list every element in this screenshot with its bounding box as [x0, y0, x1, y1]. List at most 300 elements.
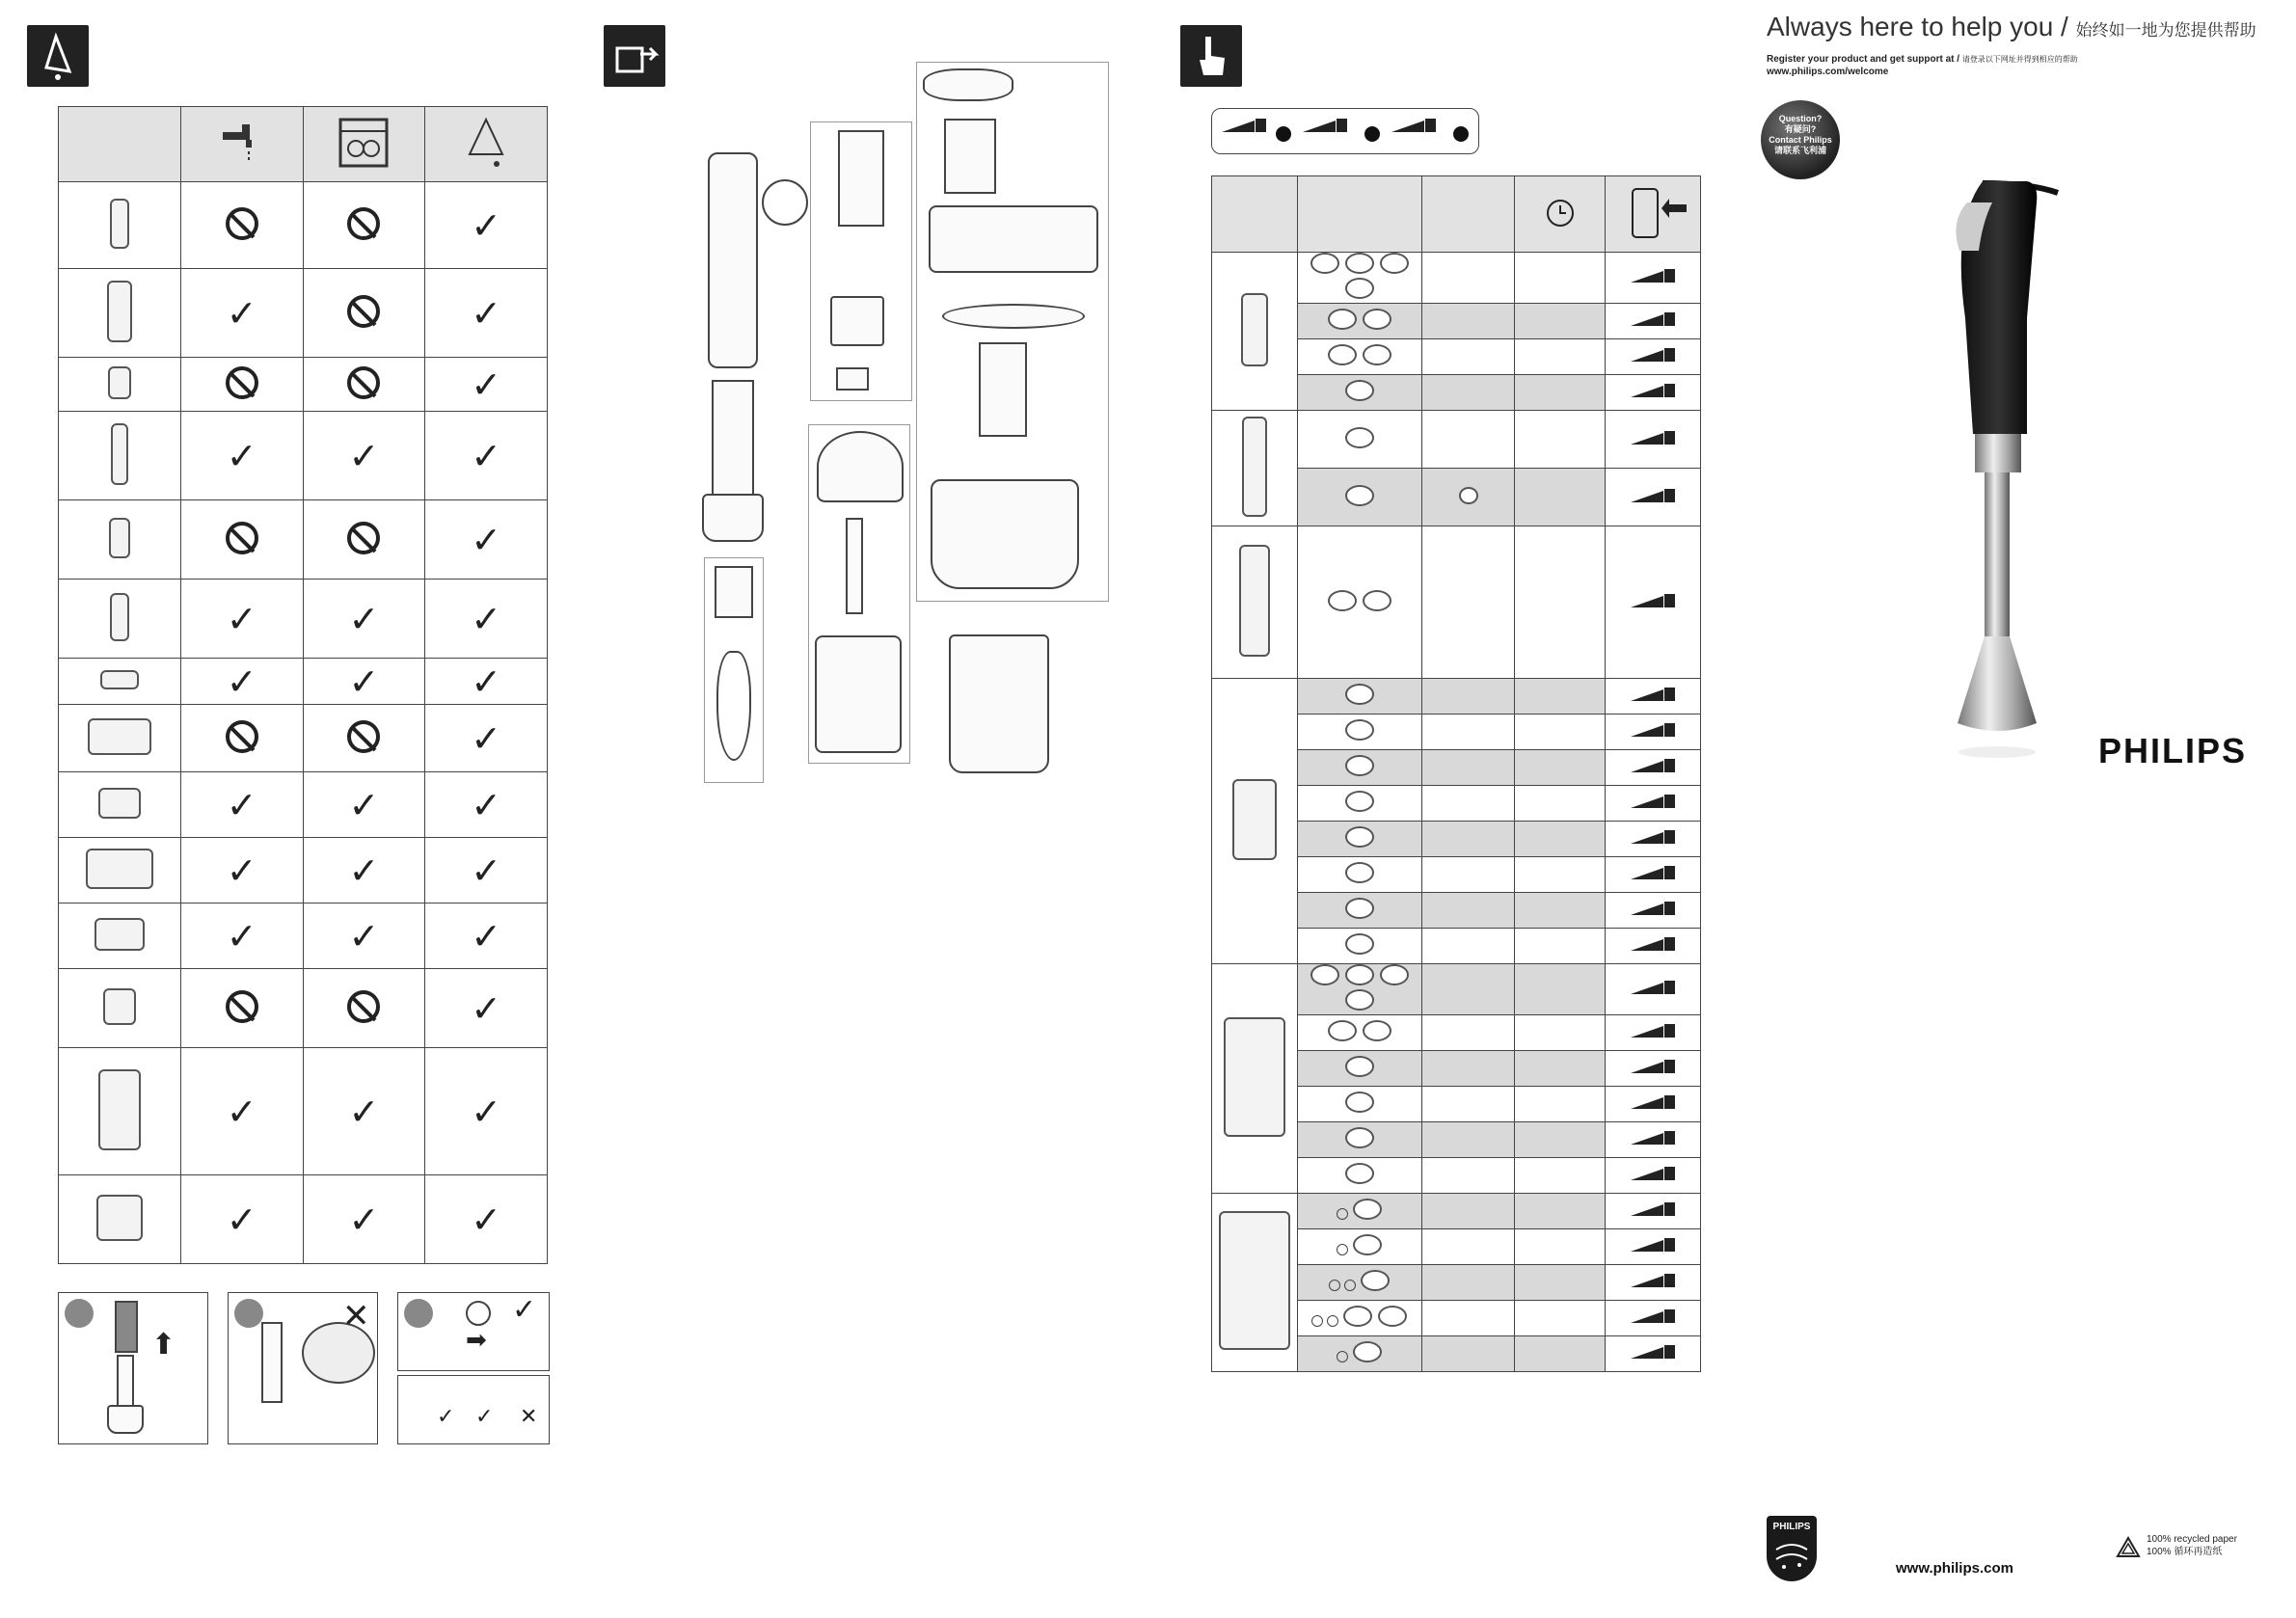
cross-icon: ✕ — [520, 1405, 538, 1429]
food-icon — [1345, 253, 1374, 274]
wipe-cell — [425, 412, 548, 500]
dish-cell — [303, 1175, 425, 1264]
mini-chopper-group-box — [810, 121, 912, 401]
accessory-drawing — [1239, 545, 1270, 657]
wipe-cell — [425, 772, 548, 838]
timer-icon — [466, 1301, 491, 1326]
tap-cell — [180, 358, 303, 412]
food-icon — [1328, 1020, 1357, 1041]
tap-cell — [180, 269, 303, 358]
whisk-group-box — [704, 557, 764, 783]
ingredient-cell — [1297, 715, 1422, 750]
food-icon — [1363, 1020, 1391, 1041]
ingredient-column-header — [1297, 176, 1422, 253]
dish-cell — [303, 500, 425, 580]
arrow-right-icon: ➡ — [466, 1326, 487, 1355]
speed-cell — [1606, 1051, 1701, 1087]
time-column-header — [1515, 176, 1606, 253]
accessory-cell — [1212, 411, 1298, 526]
check-icon: ✓ — [226, 660, 257, 703]
quantity-cell — [1422, 1087, 1515, 1122]
ingredient-cell — [1297, 1336, 1422, 1372]
step-2-badge — [234, 1299, 263, 1328]
quantity-cell — [1422, 1051, 1515, 1087]
food-icon — [1345, 1127, 1374, 1148]
check-icon: ✓ — [226, 1090, 257, 1133]
speed-dot-icon — [1276, 126, 1291, 142]
quantity-cell — [1422, 1015, 1515, 1051]
dish-cell — [303, 969, 425, 1048]
ingredient-cell — [1297, 893, 1422, 929]
footer-url[interactable]: www.philips.com — [1896, 1560, 2013, 1577]
check-icon: ✓ — [348, 1198, 380, 1241]
speed-cell — [1606, 1194, 1701, 1229]
speed-cell — [1606, 1229, 1701, 1265]
wipe-cell — [425, 903, 548, 969]
puree-attachment-drawing — [830, 296, 884, 346]
speed-setting-icon — [1631, 1308, 1675, 1325]
ingredient-cell — [1297, 1265, 1422, 1301]
speed-cell — [1606, 750, 1701, 786]
tap-cell — [180, 838, 303, 903]
food-icon — [1345, 862, 1374, 883]
motor-unit-drawing — [708, 152, 758, 368]
accessory-drawing — [100, 670, 139, 689]
food-icon — [1363, 344, 1391, 365]
check-icon: ✓ — [348, 1090, 380, 1133]
cleaning-row — [59, 838, 548, 903]
food-icon — [1345, 791, 1374, 812]
dish-cell — [303, 659, 425, 705]
chopper-lid-drawing — [817, 431, 904, 502]
check-icon: ✓ — [348, 434, 380, 477]
wipe-cell — [425, 1175, 548, 1264]
disc-holder-drawing — [979, 342, 1027, 437]
check-icon: ✓ — [471, 783, 502, 826]
accessory-drawing — [88, 718, 151, 755]
ingredient-cell — [1297, 786, 1422, 822]
quantity-cell — [1422, 411, 1515, 469]
help-title-cn: 始终如一地为您提供帮助 — [2075, 21, 2256, 40]
speed-setting-icon — [1631, 592, 1675, 609]
accessory-cell — [59, 500, 181, 580]
dish-cell — [303, 269, 425, 358]
quantity-cell — [1422, 253, 1515, 304]
accessory-drawing — [109, 518, 130, 558]
food-processor-group-box — [916, 62, 1109, 602]
no-tap-water-icon — [226, 366, 258, 399]
time-cell — [1515, 1265, 1606, 1301]
ingredient-cell — [1297, 679, 1422, 715]
spatula-drawing — [836, 367, 869, 391]
accessory-drawing — [1219, 1211, 1290, 1350]
speed-cell — [1606, 526, 1701, 679]
time-cell — [1515, 253, 1606, 304]
time-cell — [1515, 339, 1606, 375]
ingredient-cell — [1297, 857, 1422, 893]
check-icon: ✓ — [226, 783, 257, 826]
check-icon: ✓ — [471, 849, 502, 892]
food-icon — [1345, 278, 1374, 299]
cleaning-row — [59, 358, 548, 412]
whisk-coupling-drawing — [715, 566, 753, 618]
speed-high-icon — [1391, 117, 1436, 138]
accessory-drawing — [108, 366, 131, 399]
accessory-drawing — [95, 918, 145, 951]
step-1-badge — [65, 1299, 94, 1328]
question-line-1: Question? — [1778, 114, 1823, 123]
speed-setting-icon — [1631, 346, 1675, 364]
tap-cell — [180, 580, 303, 659]
step-1-panel — [58, 1292, 208, 1444]
tap-cell — [180, 500, 303, 580]
speed-setting-icon — [1631, 1093, 1675, 1111]
food-icon — [1380, 253, 1409, 274]
register-url[interactable]: www.philips.com/welcome — [1767, 67, 1889, 77]
chopper-bowl-drawing — [815, 635, 902, 753]
accessory-cell — [59, 358, 181, 412]
ingredient-cell — [1297, 411, 1422, 469]
time-cell — [1515, 822, 1606, 857]
dish-cell — [303, 1048, 425, 1175]
speed-setting-icon — [1631, 1236, 1675, 1254]
time-cell — [1515, 715, 1606, 750]
speed-setting-icon — [1631, 429, 1675, 446]
speed-cell — [1606, 469, 1701, 526]
accessory-cell — [59, 269, 181, 358]
check-icon: ✓ — [471, 363, 502, 406]
question-line-2: 有疑问? — [1784, 124, 1817, 134]
check-icon: ✓ — [471, 1090, 502, 1133]
quantity-cell — [1422, 1229, 1515, 1265]
food-icon — [1345, 1163, 1374, 1184]
step-3-panel — [397, 1292, 550, 1371]
quantity-cell — [1422, 929, 1515, 964]
time-cell — [1515, 857, 1606, 893]
beaker-drawing — [949, 634, 1049, 773]
accessory-cell — [59, 659, 181, 705]
ingredient-cell — [1297, 750, 1422, 786]
accessory-drawing — [107, 281, 132, 342]
speed-setting-icon — [1631, 864, 1675, 881]
check-icon: ✓ — [348, 783, 380, 826]
ingredient-cell — [1297, 1087, 1422, 1122]
recycle-icon — [2114, 1535, 2143, 1564]
quantity-cell — [1422, 1301, 1515, 1336]
cleaning-row — [59, 772, 548, 838]
wipe-cell — [425, 358, 548, 412]
time-cell — [1515, 526, 1606, 679]
check-icon: ✓ — [471, 434, 502, 477]
check-icon: ✓ — [226, 434, 257, 477]
food-icon — [1328, 309, 1357, 330]
accessory-cell — [59, 580, 181, 659]
dish-cell — [303, 358, 425, 412]
disc-option-icon — [1327, 1315, 1338, 1327]
cleaning-table — [58, 106, 548, 1264]
speed-cell — [1606, 929, 1701, 964]
food-icon — [1328, 344, 1357, 365]
check-icon: ✓ — [471, 660, 502, 703]
time-cell — [1515, 411, 1606, 469]
no-dishwasher-icon — [347, 522, 380, 554]
food-icon — [1343, 1306, 1372, 1327]
accessory-drawing — [96, 1195, 143, 1241]
ingredient-cell — [1297, 964, 1422, 1015]
cleaning-row — [59, 969, 548, 1048]
quantity-cell — [1422, 679, 1515, 715]
food-icon — [1345, 933, 1374, 955]
recycled-paper-en: 100% recycled paper — [2147, 1534, 2237, 1545]
tap-cell — [180, 903, 303, 969]
speed-setting-icon — [1631, 757, 1675, 774]
time-cell — [1515, 893, 1606, 929]
cleaning-row — [59, 903, 548, 969]
speed-setting-icon — [1631, 267, 1675, 284]
disc-option-icon — [1344, 1280, 1356, 1291]
accessory-cell — [1212, 253, 1298, 411]
wipe-cell — [425, 500, 548, 580]
speed-legend — [1211, 108, 1479, 154]
time-cell — [1515, 786, 1606, 822]
speed-cell — [1606, 1015, 1701, 1051]
quantity-cell — [1422, 1122, 1515, 1158]
check-icon: ✓ — [471, 291, 502, 335]
accessory-drawing — [110, 199, 129, 249]
disc-option-icon — [1337, 1244, 1348, 1255]
food-icon — [1361, 1270, 1390, 1291]
hand-pointer-icon — [1180, 25, 1242, 87]
dish-cell — [303, 903, 425, 969]
time-cell — [1515, 1122, 1606, 1158]
part-column-header — [59, 107, 181, 182]
time-cell — [1515, 1194, 1606, 1229]
disc-option-icon — [1337, 1351, 1348, 1362]
accessory-cell — [59, 903, 181, 969]
ingredient-cell — [1297, 304, 1422, 339]
disc-option-icon — [1329, 1280, 1340, 1291]
time-cell — [1515, 679, 1606, 715]
time-cell — [1515, 304, 1606, 339]
blender-foot-drawing — [107, 1405, 144, 1434]
cleaning-icon — [27, 25, 89, 87]
chopper-coupling-drawing — [838, 130, 884, 227]
whisk-drawing — [716, 651, 751, 761]
dish-cell — [303, 772, 425, 838]
speed-cell — [1606, 411, 1701, 469]
quantity-cell — [1422, 1265, 1515, 1301]
shield-logo-text: PHILIPS — [1772, 1522, 1811, 1532]
dish-cell — [303, 838, 425, 903]
speed-setting-icon — [1631, 721, 1675, 739]
check-icon: ✓ — [471, 716, 502, 760]
quantity-cell — [1422, 1194, 1515, 1229]
cross-icon: ✕ — [342, 1297, 370, 1335]
check-icon: ✓ — [471, 914, 502, 957]
step-3-badge — [404, 1299, 433, 1328]
arrow-up-icon: ⬆ — [151, 1328, 176, 1362]
speed-setting-icon — [1631, 935, 1675, 953]
quantity-cell — [1422, 526, 1515, 679]
wipe-cell — [425, 182, 548, 269]
time-cell — [1515, 1158, 1606, 1194]
speed-cell — [1606, 1301, 1701, 1336]
food-icon — [1345, 826, 1374, 848]
speed-setting-icon — [1631, 1272, 1675, 1289]
chopper-group-box — [808, 424, 910, 764]
speed-setting-icon — [1631, 1200, 1675, 1218]
no-dishwasher-icon — [347, 207, 380, 240]
speed-cell — [1606, 1158, 1701, 1194]
time-cell — [1515, 1336, 1606, 1372]
tap-cell — [180, 1048, 303, 1175]
accessory-cell — [59, 182, 181, 269]
pusher-lid-drawing — [923, 68, 1013, 101]
ingredient-cell — [1297, 1015, 1422, 1051]
accessory-drawing — [1232, 779, 1277, 860]
food-icon — [1345, 427, 1374, 448]
speed-dot-icon — [1453, 126, 1469, 142]
quantity-cell — [1422, 857, 1515, 893]
speed-setting-icon — [1631, 979, 1675, 996]
speed-cell — [1606, 1265, 1701, 1301]
time-cell — [1515, 1051, 1606, 1087]
food-icon — [1345, 719, 1374, 741]
accessory-drawing — [1242, 417, 1267, 517]
accessory-cell — [59, 705, 181, 772]
unpacking-box-icon — [604, 25, 665, 87]
processing-table — [1211, 175, 1701, 1372]
chopper-blade-drawing — [846, 518, 863, 614]
speed-setting-icon — [1631, 828, 1675, 846]
speed-setting-icon — [1631, 1129, 1675, 1146]
food-icon — [1345, 898, 1374, 919]
cleaning-row — [59, 1175, 548, 1264]
feed-tube-drawing — [944, 119, 996, 194]
check-icon: ✓ — [348, 660, 380, 703]
ingredient-cell — [1297, 253, 1422, 304]
ingredient-cell — [1297, 1158, 1422, 1194]
dish-cell — [303, 705, 425, 772]
no-dishwasher-icon — [347, 990, 380, 1023]
recycled-paper-note — [2147, 1533, 2237, 1558]
slicing-disc-drawing — [942, 304, 1085, 329]
accessory-cell — [59, 969, 181, 1048]
speed-cell — [1606, 822, 1701, 857]
wipe-cell — [425, 659, 548, 705]
wipe-cell — [425, 838, 548, 903]
tap-cell — [180, 969, 303, 1048]
disc-option-icon — [1311, 1315, 1323, 1327]
quantity-cell — [1422, 469, 1515, 526]
speed-setting-icon — [1631, 793, 1675, 810]
speed-mid-icon — [1303, 117, 1347, 138]
processing-row — [1212, 526, 1701, 679]
accessory-cell — [59, 1175, 181, 1264]
speed-dial-detail — [762, 179, 808, 226]
ingredient-cell — [1297, 526, 1422, 679]
quantity-cell — [1422, 1336, 1515, 1372]
disc-option-icon — [1337, 1208, 1348, 1220]
speed-cell — [1606, 253, 1701, 304]
brand-wordmark: PHILIPS — [2098, 731, 2248, 770]
blender-bar-drawing — [117, 1355, 134, 1411]
ingredient-cell — [1297, 1301, 1422, 1336]
register-text-en: Register your product and get support at / — [1767, 54, 1960, 65]
check-icon: ✓ — [348, 849, 380, 892]
accessory-drawing — [98, 1069, 141, 1150]
cleaning-row — [59, 705, 548, 772]
philips-shield-logo — [1767, 1516, 1817, 1581]
quantity-cell — [1422, 893, 1515, 929]
food-icon — [1345, 1092, 1374, 1113]
processing-row — [1212, 1194, 1701, 1229]
food-icon — [1353, 1199, 1382, 1220]
ingredient-cell — [1297, 1122, 1422, 1158]
food-icon — [1363, 590, 1391, 611]
accessory-cell — [59, 412, 181, 500]
speed-dot-icon — [1364, 126, 1380, 142]
speed-low-icon — [1222, 117, 1266, 138]
check-icon: ✓ — [226, 849, 257, 892]
question-bubble — [1761, 100, 1840, 179]
processing-row — [1212, 411, 1701, 469]
tap-cell — [180, 659, 303, 705]
time-cell — [1515, 469, 1606, 526]
ingredient-cell — [1297, 929, 1422, 964]
no-dishwasher-icon — [347, 720, 380, 753]
accessory-drawing — [1241, 293, 1268, 366]
no-tap-water-icon — [226, 990, 258, 1023]
food-icon — [1310, 253, 1339, 274]
step-3b-panel — [397, 1375, 550, 1444]
blender-bar-drawing — [712, 380, 754, 503]
tap-cell — [180, 412, 303, 500]
time-cell — [1515, 1087, 1606, 1122]
accessory-drawing — [111, 423, 128, 485]
food-icon — [1363, 309, 1391, 330]
register-text — [1767, 54, 2078, 65]
tap-cell — [180, 772, 303, 838]
speed-setting-icon — [1631, 1343, 1675, 1361]
accessory-cell — [1212, 964, 1298, 1194]
speed-setting-icon — [1631, 1165, 1675, 1182]
hand-blender-product-image — [1838, 145, 2098, 771]
food-icon — [1345, 485, 1374, 506]
accessory-drawing — [86, 849, 153, 889]
accessory-drawing — [110, 593, 129, 641]
check-icon: ✓ — [512, 1293, 537, 1327]
dishwasher-icon — [303, 107, 425, 182]
check-icon: ✓ — [226, 914, 257, 957]
tap-water-icon — [180, 107, 303, 182]
check-icon: ✓ — [226, 1198, 257, 1241]
check-icon: ✓ — [471, 986, 502, 1030]
dish-cell — [303, 412, 425, 500]
accessory-drawing — [103, 988, 136, 1025]
check-icon: ✓ — [475, 1405, 494, 1429]
check-icon: ✓ — [471, 597, 502, 640]
food-icon — [1378, 1306, 1407, 1327]
accessory-cell — [1212, 526, 1298, 679]
no-dishwasher-icon — [347, 295, 380, 328]
quantity-cell — [1422, 339, 1515, 375]
ingredient-cell — [1297, 822, 1422, 857]
cleaning-row — [59, 500, 548, 580]
check-icon: ✓ — [226, 291, 257, 335]
quantity-column-header — [1422, 176, 1515, 253]
check-icon: ✓ — [471, 203, 502, 247]
